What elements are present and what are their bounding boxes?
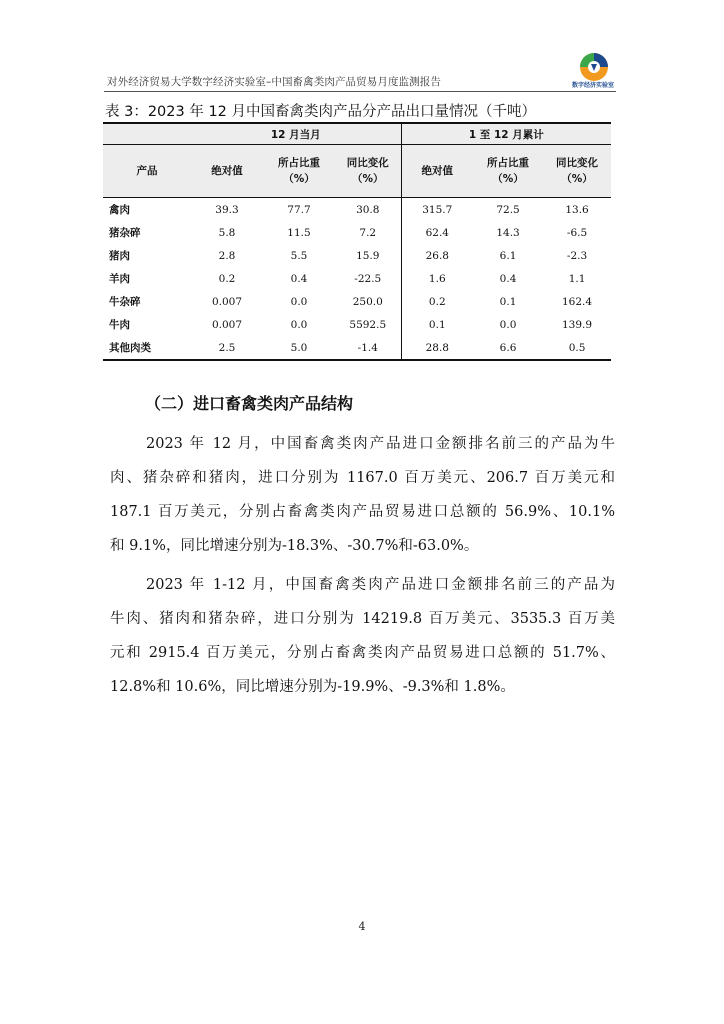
year-share-cell: 14.3	[496, 226, 520, 239]
year-share-cell: 0.4	[499, 272, 517, 285]
month-abs-cell: 0.2	[218, 272, 236, 285]
share-unit: （%）	[283, 173, 315, 185]
year-yoy-cell: -6.5	[566, 226, 588, 239]
year-abs-cell: 0.2	[428, 295, 446, 308]
year-share-cell: 6.1	[499, 249, 517, 262]
year-share-cell: 72.5	[496, 203, 520, 216]
header-divider	[104, 91, 616, 92]
month-share-cell: 5.0	[263, 336, 335, 360]
page-number: 4	[358, 920, 366, 933]
paragraph-line: 元和 2915.4 百万美元，分别占畜禽类肉产品贸易进口总额的 51.7%、	[110, 645, 615, 661]
empty-corner-cell	[103, 123, 191, 145]
column-header-year-share	[473, 145, 543, 198]
product-cell: 猪杂碎	[109, 227, 141, 239]
table-row	[103, 267, 611, 290]
table-title: 表 3：2023 年 12 月中国畜禽类肉产品分产品出口量情况（千吨）	[105, 104, 537, 120]
year-abs-cell: 28.8	[401, 336, 473, 360]
table-row	[103, 221, 611, 244]
month-abs-cell: 2.8	[218, 249, 236, 262]
year-yoy-cell: 139.9	[562, 318, 593, 331]
paragraph-december	[110, 427, 615, 563]
product-cell: 猪肉	[109, 250, 130, 262]
paragraph-line: 12.8%和 10.6%，同比增速分别为-19.9%、-9.3%和 1.8%。	[110, 679, 515, 695]
year-yoy-cell: 0.5	[543, 336, 611, 360]
paragraph-line: 和 9.1%，同比增速分别为-18.3%、-30.7%和-63.0%。	[110, 538, 479, 554]
share-label: 所占比重	[278, 157, 320, 169]
group-header-month: 12 月当月	[191, 123, 401, 145]
running-header: 对外经济贸易大学数字经济实验室–中国畜禽类肉产品贸易月度监测报告	[107, 76, 441, 88]
group-header-cumulative: 1 至 12 月累计	[401, 123, 611, 145]
share-label: 所占比重	[487, 157, 530, 169]
month-share-cell: 0.4	[290, 272, 308, 285]
table-column-header-row	[103, 145, 611, 198]
table-group-header-row	[103, 123, 611, 145]
yoy-unit: （%）	[352, 173, 384, 185]
year-yoy-cell: 162.4	[562, 295, 593, 308]
month-abs-cell: 2.5	[191, 336, 263, 360]
yoy-unit: （%）	[561, 173, 593, 185]
month-share-cell: 5.5	[290, 249, 308, 262]
month-abs-cell: 0.007	[211, 318, 243, 331]
year-abs-cell: 315.7	[422, 203, 453, 216]
column-header-product: 产品	[103, 145, 191, 198]
year-share-cell: 0.1	[499, 295, 517, 308]
export-volume-table	[103, 122, 611, 361]
paragraph-line: 牛肉、猪肉和猪杂碎，进口分别为 14219.8 百万美元、3535.3 百万美	[110, 611, 615, 627]
month-abs-cell: 5.8	[218, 226, 236, 239]
month-share-cell: 0.0	[290, 318, 308, 331]
table-row	[103, 290, 611, 313]
month-yoy-cell: 15.9	[335, 244, 401, 267]
column-header-month-yoy	[335, 145, 401, 198]
column-header-month-share	[263, 145, 335, 198]
table-row	[103, 244, 611, 267]
year-share-cell: 0.0	[499, 318, 517, 331]
paragraph-line: 187.1 百万美元，分别占畜禽类肉产品贸易进口总额的 56.9%、10.1%	[110, 504, 615, 520]
month-yoy-cell: 250.0	[335, 290, 401, 313]
product-cell: 其他肉类	[103, 336, 191, 360]
month-share-cell: 11.5	[287, 226, 311, 239]
year-yoy-cell: -2.3	[566, 249, 588, 262]
year-abs-cell: 62.4	[425, 226, 449, 239]
month-yoy-cell: -1.4	[335, 336, 401, 360]
month-share-cell: 0.0	[290, 295, 308, 308]
paragraph-full-year	[110, 568, 615, 704]
table-row	[103, 313, 611, 336]
month-yoy-cell: -22.5	[335, 267, 401, 290]
month-yoy-cell: 5592.5	[335, 313, 401, 336]
paragraph-line: 肉、猪杂碎和猪肉，进口分别为 1167.0 百万美元、206.7 百万美元和	[110, 470, 615, 486]
logo-caption: 数字经济实验室	[571, 82, 614, 89]
column-header-year-abs: 绝对值	[401, 145, 473, 198]
year-share-cell: 6.6	[473, 336, 543, 360]
year-abs-cell: 0.1	[428, 318, 446, 331]
year-yoy-cell: 1.1	[568, 272, 586, 285]
year-abs-cell: 1.6	[428, 272, 446, 285]
yoy-label: 同比变化	[346, 157, 389, 169]
paragraph-line: 2023 年 1-12 月，中国畜禽类肉产品进口金额排名前三的产品为	[146, 577, 615, 593]
table-row	[103, 336, 611, 360]
product-cell: 牛肉	[109, 319, 130, 331]
month-yoy-cell: 30.8	[335, 198, 401, 222]
product-cell: 牛杂碎	[109, 296, 141, 308]
year-abs-cell: 26.8	[425, 249, 449, 262]
paragraph-line: 2023 年 12 月，中国畜禽类肉产品进口金额排名前三的产品为牛	[146, 436, 615, 452]
month-abs-cell: 0.007	[211, 295, 243, 308]
year-yoy-cell: 13.6	[565, 203, 589, 216]
month-abs-cell: 39.3	[215, 203, 239, 216]
yoy-label: 同比变化	[556, 157, 599, 169]
column-header-year-yoy	[543, 145, 611, 198]
column-header-month-abs: 绝对值	[191, 145, 263, 198]
product-cell: 羊肉	[109, 273, 130, 285]
table-row	[103, 198, 611, 222]
share-unit: （%）	[492, 173, 524, 185]
section-heading: （二）进口畜禽类肉产品结构	[145, 394, 354, 413]
month-yoy-cell: 7.2	[335, 221, 401, 244]
product-cell: 禽肉	[109, 204, 130, 216]
month-share-cell: 77.7	[287, 203, 311, 216]
